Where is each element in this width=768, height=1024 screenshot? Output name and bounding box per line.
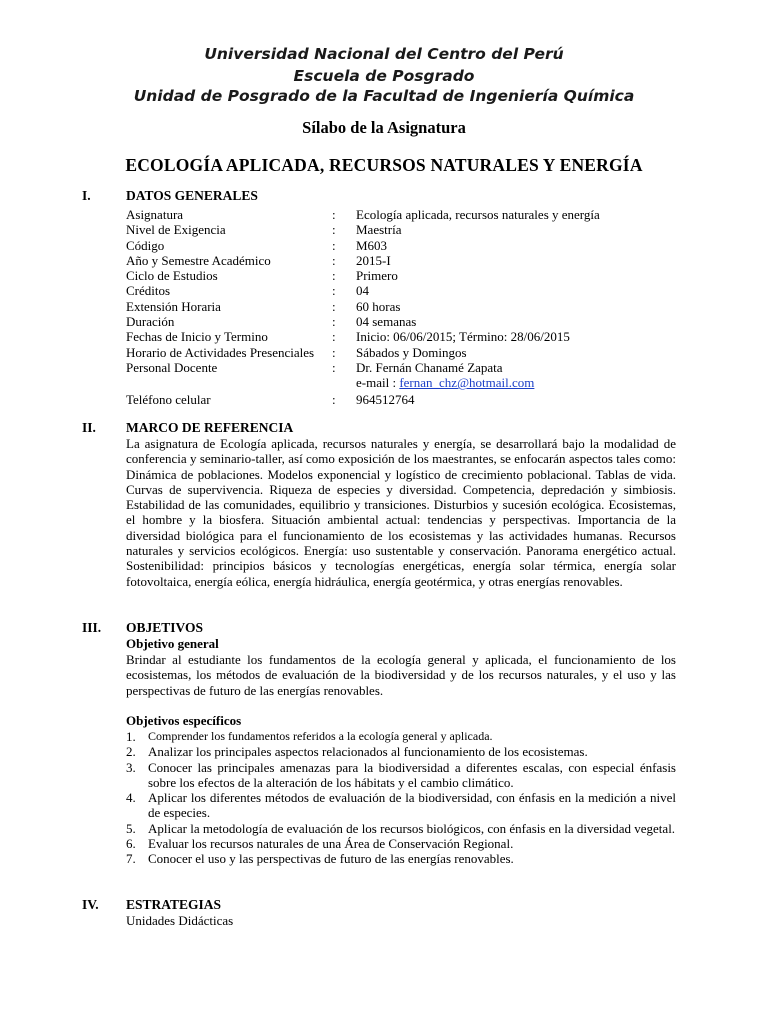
data-label: Horario de Actividades Presenciales [126, 344, 315, 360]
section-2-title: MARCO DE REFERENCIA [126, 420, 294, 435]
data-colon: : [332, 222, 336, 238]
data-row-creditos [126, 283, 686, 298]
document-type: Sílabo de la Asignatura [302, 118, 466, 137]
data-colon: : [332, 298, 336, 314]
list-item [126, 836, 676, 851]
university-name: Universidad Nacional del Centro del Perú [204, 45, 564, 63]
data-row-email [126, 375, 686, 390]
section-2-number: II. [82, 420, 96, 435]
item-number: 3. [126, 759, 136, 775]
list-item [126, 821, 676, 836]
school-name: Escuela de Posgrado [293, 67, 475, 85]
specific-objectives-list [126, 729, 676, 867]
data-value: 04 [356, 283, 369, 299]
data-label: Duración [126, 314, 175, 330]
general-objective-text: Brindar al estudiante los fundamentos de la ecología general y aplicada, el funcionamiento de los ecosistemas, los métodos de evaluación de la biodiversidad y de los recursos naturales, y el uso y las perspectivas de futuro de las energías renovables. [126, 652, 676, 698]
strategies-subtitle: Unidades Didácticas [126, 913, 234, 928]
data-colon: : [332, 391, 336, 407]
specific-objectives-heading: Objetivos específicos [126, 713, 242, 728]
data-colon: : [332, 359, 336, 375]
data-colon: : [332, 252, 336, 268]
data-colon: : [332, 237, 336, 253]
data-value [356, 375, 686, 390]
list-item [126, 851, 676, 866]
data-value: 964512764 [356, 391, 415, 407]
data-colon: : [332, 314, 336, 330]
data-row-horario [126, 345, 686, 360]
item-number: 5. [126, 820, 136, 836]
list-item [126, 729, 676, 744]
data-row-codigo [126, 238, 686, 253]
data-label: Ciclo de Estudios [126, 268, 218, 284]
data-colon: : [332, 268, 336, 284]
data-row-docente [126, 360, 686, 375]
data-colon: : [332, 344, 336, 360]
data-value: Ecología aplicada, recursos naturales y energía [356, 207, 600, 222]
data-label: Fechas de Inicio y Termino [126, 329, 268, 345]
list-item [126, 744, 676, 759]
item-text: Analizar los principales aspectos relacionados al funcionamiento de los ecosistemas. [148, 744, 588, 760]
data-value: Maestría [356, 222, 402, 238]
section-1-title: DATOS GENERALES [126, 188, 258, 203]
data-value: M603 [356, 237, 388, 253]
data-colon: : [332, 207, 336, 222]
data-label-empty [126, 375, 332, 390]
item-text: Evaluar los recursos naturales de una Área de Conservación Regional. [148, 836, 514, 852]
data-row-fechas [126, 329, 686, 344]
item-number: 6. [126, 836, 136, 852]
data-colon: : [332, 329, 336, 345]
data-label: Personal Docente [126, 359, 218, 375]
section-4-title: ESTRATEGIAS [126, 897, 222, 912]
item-text: Aplicar los diferentes métodos de evaluación de la biodiversidad, con énfasis en la medición a nivel de especies. [148, 790, 676, 821]
general-data-table [126, 207, 686, 407]
data-label: Teléfono celular [126, 391, 211, 407]
section-3-number: III. [82, 620, 102, 635]
list-item [126, 790, 676, 821]
reference-framework-text: La asignatura de Ecología aplicada, recursos naturales y energía, se desarrollará bajo la modalidad de conferencia y seminario-taller, así como exposición de los maestrantes, se enfocarán aspectos tales como: Dinámica de poblaciones. Modelos exponencial y logístico de crecimiento poblacional. Tablas de vida. Curvas de supervivencia. Riqueza de especies y diversidad. Competencia, depredación y simbiosis. Estabilidad de las comunidades, equilibrio y transiciones. Disturbios y sucesión ecológica. Ecosistemas, el hombre y la biosfera. Situación ambiental actual: tendencias y perspectivas. Importancia de la diversidad biológica para el funcionamiento de los ecosistemas y las actividades humanas. Recursos naturales y servicios ecológicos. Energía: uso sustentable y conservación. Panorama energético actual. Sostenibilidad: principios básicos y tecnologías energéticas, energía solar térmica, energía solar fotovoltaica, energía eólica, energía hidráulica, energía geotérmica, y otras energías renovables. [126, 436, 676, 589]
item-text: Comprender los fundamentos referidos a la ecología general y aplicada. [148, 729, 493, 743]
email-prefix: e-mail : [356, 375, 400, 391]
section-1-number: I. [82, 188, 91, 203]
data-value: 04 semanas [356, 314, 417, 330]
item-number: 2. [126, 744, 136, 760]
email-link[interactable]: fernan_chz@hotmail.com [399, 375, 535, 391]
data-row-semestre [126, 253, 686, 268]
data-row-nivel [126, 222, 686, 237]
data-label: Extensión Horaria [126, 298, 221, 314]
data-value: Inicio: 06/06/2015; Término: 28/06/2015 [356, 329, 570, 345]
data-row-asignatura [126, 207, 686, 222]
data-colon: : [332, 283, 336, 299]
data-value: 2015-I [356, 252, 391, 268]
section-3-title: OBJETIVOS [126, 620, 204, 635]
item-number: 1. [126, 729, 136, 744]
section-4-number: IV. [82, 897, 99, 912]
unit-name: Unidad de Posgrado de la Facultad de Ingeniería Química [133, 87, 635, 105]
data-label: Nivel de Exigencia [126, 222, 226, 238]
data-value: Primero [356, 268, 398, 284]
data-label: Código [126, 237, 165, 253]
data-label: Año y Semestre Académico [126, 252, 271, 268]
item-number: 4. [126, 790, 136, 806]
data-row-duracion [126, 314, 686, 329]
course-title: ECOLOGÍA APLICADA, RECURSOS NATURALES Y ENERGÍA [125, 155, 643, 175]
item-text: Conocer las principales amenazas para la biodiversidad a diferentes escalas, con especial énfasis sobre los efectos de la alteración de los hábitats y el cambio climático. [148, 759, 676, 790]
data-row-ciclo [126, 268, 686, 283]
list-item [126, 760, 676, 791]
item-text: Conocer el uso y las perspectivas de futuro de las energías renovables. [148, 851, 514, 867]
data-value: Sábados y Domingos [356, 344, 467, 360]
data-row-extension [126, 299, 686, 314]
general-objective-heading: Objetivo general [126, 636, 219, 651]
item-number: 7. [126, 851, 136, 867]
data-value: 60 horas [356, 298, 401, 314]
data-colon-empty [332, 375, 356, 390]
data-row-telefono [126, 392, 686, 407]
data-label: Créditos [126, 283, 171, 299]
item-text: Aplicar la metodología de evaluación de los recursos biológicos, con énfasis en la diversidad vegetal. [148, 820, 676, 836]
data-value: Dr. Fernán Chanamé Zapata [356, 359, 503, 375]
data-label: Asignatura [126, 207, 184, 222]
